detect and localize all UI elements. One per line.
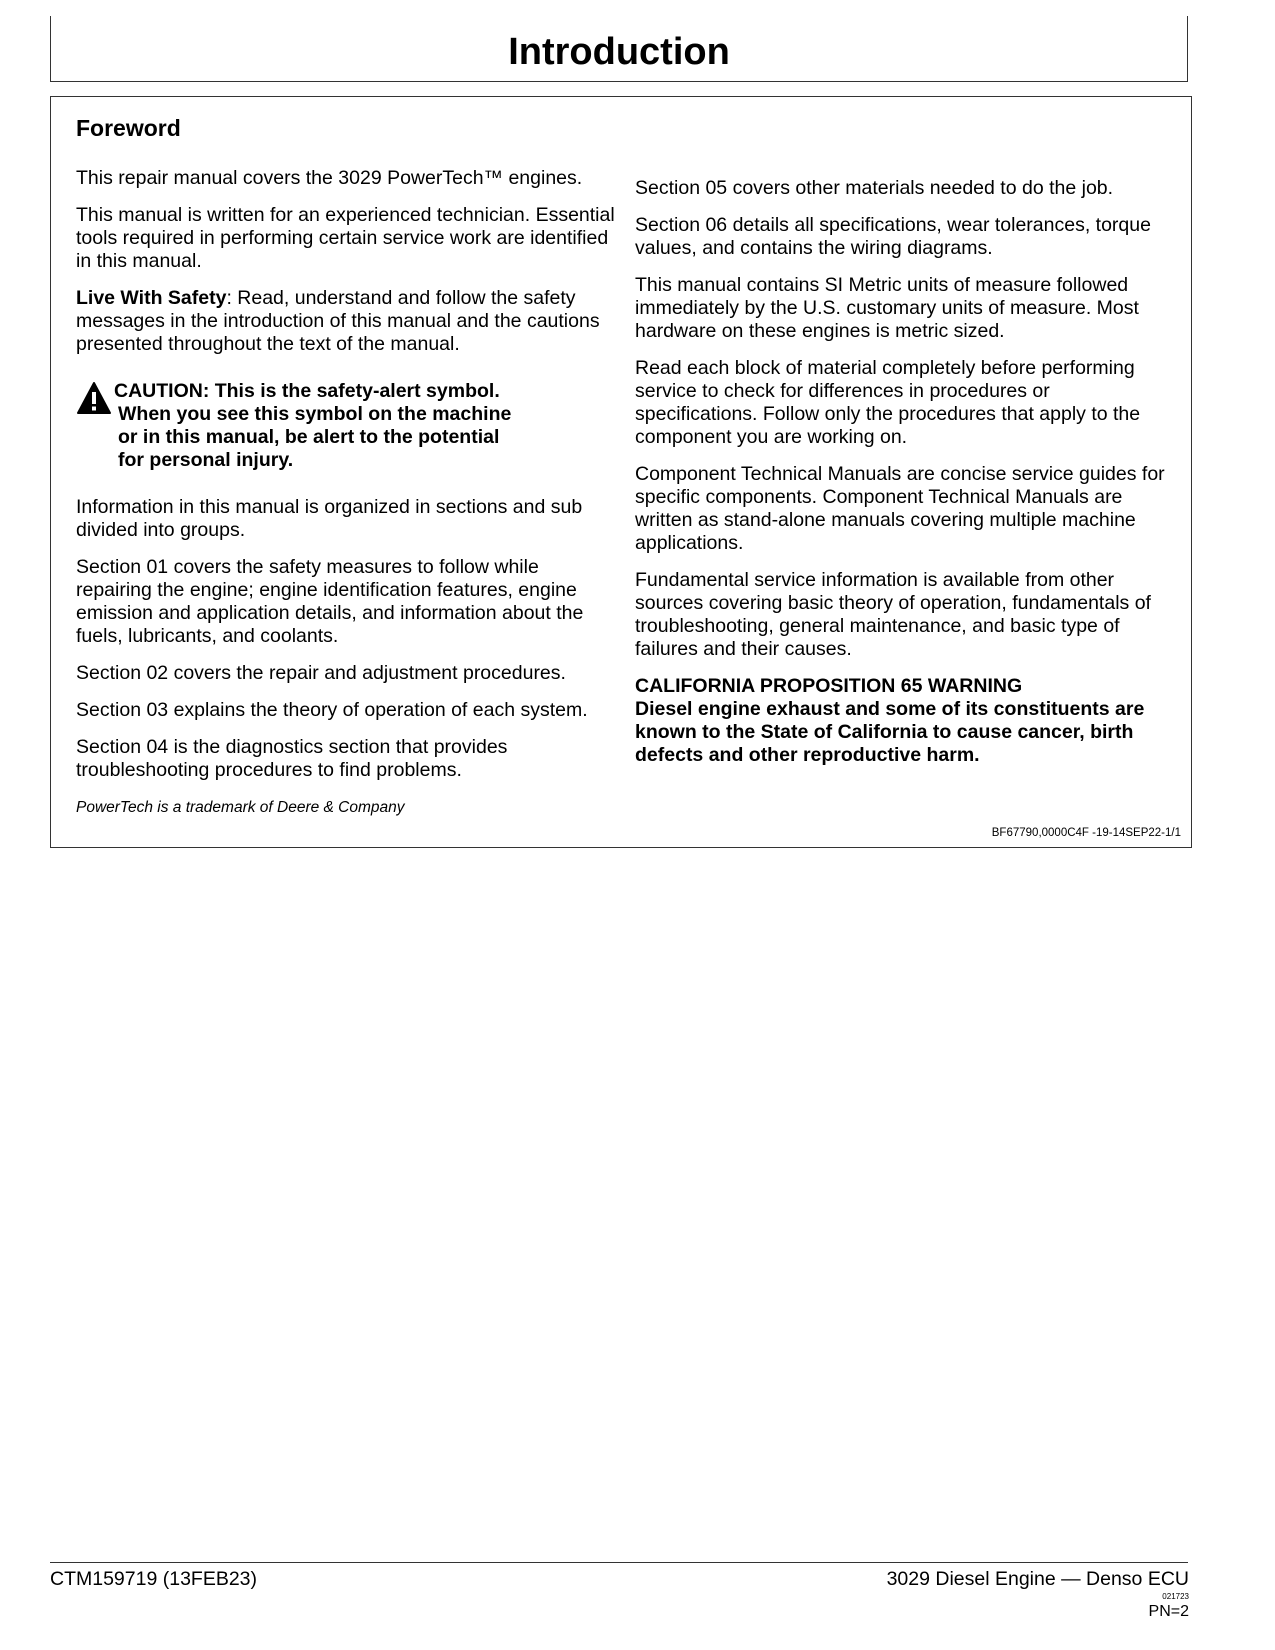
paragraph: Section 02 covers the repair and adjustment procedures. [76, 662, 566, 684]
warning-body: Diesel engine exhaust and some of its constituents are known to the State of California to cause cancer, birth defects and other reproductive harm. [635, 698, 1145, 766]
paragraph: Information in this manual is organized in sections and sub divided into groups. [76, 496, 583, 541]
live-with-safety-label: Live With Safety [76, 287, 227, 309]
paragraph: Fundamental service information is available from other sources covering basic theory of operation, fundamentals of troubleshooting, general maintenance, and basic type of failures and their causes. [635, 569, 1151, 660]
header-box [50, 16, 1188, 82]
paragraph: This repair manual covers the 3029 PowerTech™ engines. [76, 167, 583, 189]
page-title: Introduction [508, 31, 730, 73]
paragraph: This manual contains SI Metric units of measure followed immediately by the U.S. customary units of measure. Most hardware on these engines is metric sized. [635, 274, 1139, 342]
left-column [76, 167, 616, 819]
paragraph [76, 287, 616, 356]
caution-line: or in this manual, be alert to the potential [118, 426, 500, 448]
prop65-warning [635, 675, 1175, 767]
caution-line: CAUTION: This is the safety-alert symbol. [114, 380, 500, 402]
paragraph: Component Technical Manuals are concise service guides for specific components. Component Technical Manuals are written as stand-alone manuals covering multiple machine applications. [635, 463, 1165, 554]
paragraph: Section 03 explains the theory of operation of each system. [76, 699, 588, 721]
paragraph: Section 01 covers the safety measures to follow while repairing the engine; engine identification features, engine emission and application details, and information about the fuels, lubricants, and coolants. [76, 556, 584, 647]
footer-divider [50, 1562, 1188, 1563]
safety-alert-icon [76, 381, 112, 415]
caution-text [114, 380, 554, 472]
paragraph: This manual is written for an experienced technician. Essential tools required in performing certain service work are identified in this manual. [76, 204, 615, 272]
caution-line: for personal injury. [118, 449, 294, 471]
paragraph: Section 04 is the diagnostics section that provides troubleshooting procedures to find problems. [76, 736, 508, 781]
page-number: PN=2 [1148, 1603, 1189, 1620]
manual-title: 3029 Diesel Engine — Denso ECU [886, 1568, 1189, 1590]
live-with-safety-text: : Read, understand and follow the safety messages in the introduction of this manual and the cautions presented throughout the text of the manual. [76, 287, 600, 355]
foreword-section [50, 96, 1192, 848]
right-column [635, 177, 1175, 781]
paragraph: Read each block of material completely before performing service to check for differences in procedures or specifications. Follow only the procedures that apply to the component you are working on. [635, 357, 1141, 448]
caution-line: When you see this symbol on the machine [118, 403, 512, 425]
footer-code: 021723 [1162, 1592, 1189, 1601]
section-title: Foreword [76, 115, 181, 141]
paragraph: Section 06 details all specifications, wear tolerances, torque values, and contains the wiring diagrams. [635, 214, 1151, 259]
warning-title: CALIFORNIA PROPOSITION 65 WARNING [635, 675, 1023, 697]
manual-id: CTM159719 (13FEB23) [50, 1568, 258, 1590]
caution-block [76, 380, 616, 472]
reference-code: BF67790,0000C4F -19-14SEP22-1/1 [991, 827, 1181, 839]
paragraph: Section 05 covers other materials needed to do the job. [635, 177, 1114, 199]
trademark-note: PowerTech is a trademark of Deere & Company [76, 799, 405, 816]
